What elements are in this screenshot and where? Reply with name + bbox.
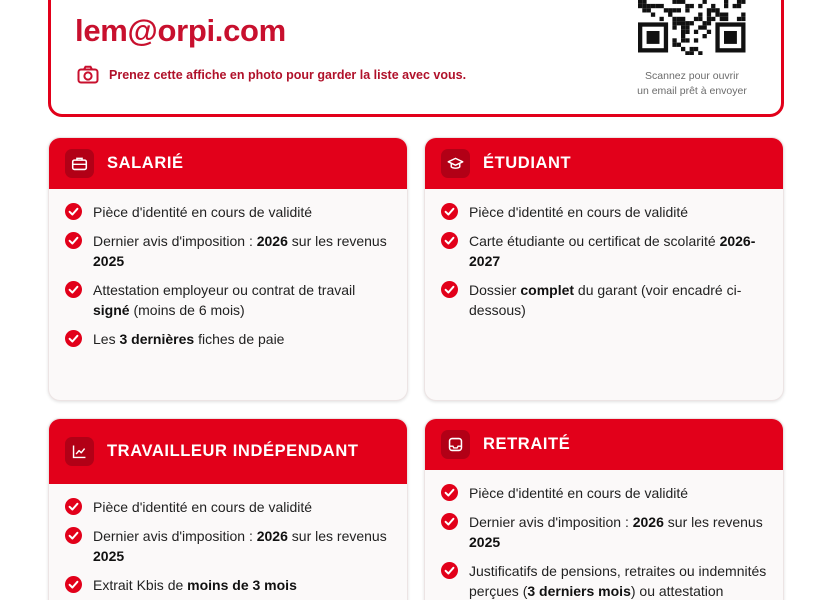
requirement-item: [65, 231, 391, 271]
card-title: ÉTUDIANT: [483, 154, 572, 172]
card-retraite: [424, 418, 784, 600]
card-header: [49, 419, 407, 484]
requirement-list: [425, 470, 783, 600]
requirement-text: [93, 575, 297, 595]
requirement-item: [65, 526, 391, 566]
text-segment: Dossier: [469, 282, 521, 298]
requirement-item: [65, 202, 391, 222]
contact-box: [48, 0, 784, 117]
requirement-text: [93, 526, 391, 566]
card-header: [425, 138, 783, 189]
text-segment: Dernier avis d'imposition :: [93, 528, 257, 544]
briefcase-icon: [71, 155, 88, 172]
requirement-text: [469, 202, 688, 222]
text-segment: Pièce d'identité en cours de validité: [469, 204, 689, 220]
card-header: [49, 138, 407, 189]
qr-caption-line1: Scannez pour ouvrir: [645, 70, 739, 82]
emphasis-text: moins de 3 mois: [187, 577, 297, 593]
requirement-item: [441, 202, 767, 222]
text-segment: sur les revenus: [287, 528, 387, 544]
qr-code[interactable]: [638, 0, 746, 55]
emphasis-text: 2025: [93, 253, 125, 269]
emphasis-text: 2026: [256, 528, 288, 544]
text-segment: sur les revenus: [287, 233, 387, 249]
qr-caption-line2: un email prêt à envoyer: [637, 85, 747, 97]
photo-hint: [77, 65, 466, 85]
requirement-item: [441, 231, 767, 271]
card-title: TRAVAILLEUR INDÉPENDANT: [107, 442, 359, 460]
requirement-text: [93, 202, 312, 222]
check-circle-icon: [441, 232, 458, 249]
requirement-text: [469, 280, 767, 320]
check-circle-icon: [65, 203, 82, 220]
card-salarie: [48, 137, 408, 401]
emphasis-text: 2025: [469, 534, 501, 550]
text-segment: Pièce d'identité en cours de validité: [93, 204, 313, 220]
requirement-text: [469, 512, 767, 552]
requirement-item: [65, 280, 391, 320]
check-circle-icon: [65, 232, 82, 249]
card-icon-box: [441, 430, 470, 459]
requirement-list: [49, 484, 407, 595]
emphasis-text: signé: [93, 302, 130, 318]
requirement-text: [469, 561, 767, 600]
emphasis-text: 2026: [632, 514, 664, 530]
text-segment: (moins de 6 mois): [129, 302, 245, 318]
requirement-text: [93, 280, 391, 320]
check-circle-icon: [65, 330, 82, 347]
requirement-text: [469, 483, 688, 503]
card-header: [425, 419, 783, 470]
emphasis-text: 2026-2027: [469, 233, 756, 269]
requirement-text: [93, 231, 391, 271]
text-segment: Pièce d'identité en cours de validité: [93, 499, 313, 515]
requirement-item: [65, 497, 391, 517]
card-icon-box: [65, 149, 94, 178]
check-circle-icon: [65, 527, 82, 544]
text-segment: ) ou attestation: [630, 583, 724, 599]
requirement-item: [65, 575, 391, 595]
check-circle-icon: [441, 562, 458, 579]
text-segment: Attestation employeur ou contrat de travail: [93, 282, 356, 298]
text-segment: sur les revenus: [663, 514, 763, 530]
camera-icon: [77, 65, 99, 85]
requirement-item: [65, 329, 391, 349]
check-circle-icon: [65, 498, 82, 515]
emphasis-text: complet: [520, 282, 575, 298]
text-segment: Pièce d'identité en cours de validité: [469, 485, 689, 501]
text-segment: Les: [93, 331, 120, 347]
qr-caption: [621, 69, 763, 99]
check-circle-icon: [65, 281, 82, 298]
requirement-list: [425, 189, 783, 320]
card-icon-box: [65, 437, 94, 466]
emphasis-text: 2025: [93, 548, 125, 564]
requirement-text: [93, 329, 284, 349]
text-segment: Justificatifs de pensions, retraites ou indemnités perçues (: [469, 563, 767, 599]
check-circle-icon: [441, 484, 458, 501]
photo-hint-text: Prenez cette affiche en photo pour garder la liste avec vous.: [109, 68, 467, 82]
requirement-list: [49, 189, 407, 349]
card-travailleur-independant: [48, 418, 408, 600]
text-segment: fiches de paie: [194, 331, 285, 347]
requirement-item: [441, 512, 767, 552]
check-circle-icon: [441, 281, 458, 298]
card-icon-box: [441, 149, 470, 178]
emphasis-text: 3 dernières: [119, 331, 195, 347]
contact-email[interactable]: lem@orpi.com: [75, 13, 286, 48]
check-circle-icon: [65, 576, 82, 593]
requirement-text: [469, 231, 767, 271]
card-etudiant: [424, 137, 784, 401]
text-segment: Dernier avis d'imposition :: [93, 233, 257, 249]
card-title: SALARIÉ: [107, 154, 184, 172]
text-segment: Dernier avis d'imposition :: [469, 514, 633, 530]
requirement-item: [441, 280, 767, 320]
graduation-cap-icon: [447, 155, 464, 172]
check-circle-icon: [441, 513, 458, 530]
emphasis-text: 3 derniers mois: [527, 583, 631, 599]
requirement-item: [441, 483, 767, 503]
requirement-item: [441, 561, 767, 600]
text-segment: Carte étudiante ou certificat de scolarité: [469, 233, 720, 249]
emphasis-text: 2026: [256, 233, 288, 249]
chart-line-icon: [71, 443, 88, 460]
text-segment: Extrait Kbis de: [93, 577, 188, 593]
check-circle-icon: [441, 203, 458, 220]
text-segment: du garant (voir encadré ci-dessous): [469, 282, 742, 318]
card-title: RETRAITÉ: [483, 435, 571, 453]
requirement-text: [93, 497, 312, 517]
inbox-icon: [447, 436, 464, 453]
